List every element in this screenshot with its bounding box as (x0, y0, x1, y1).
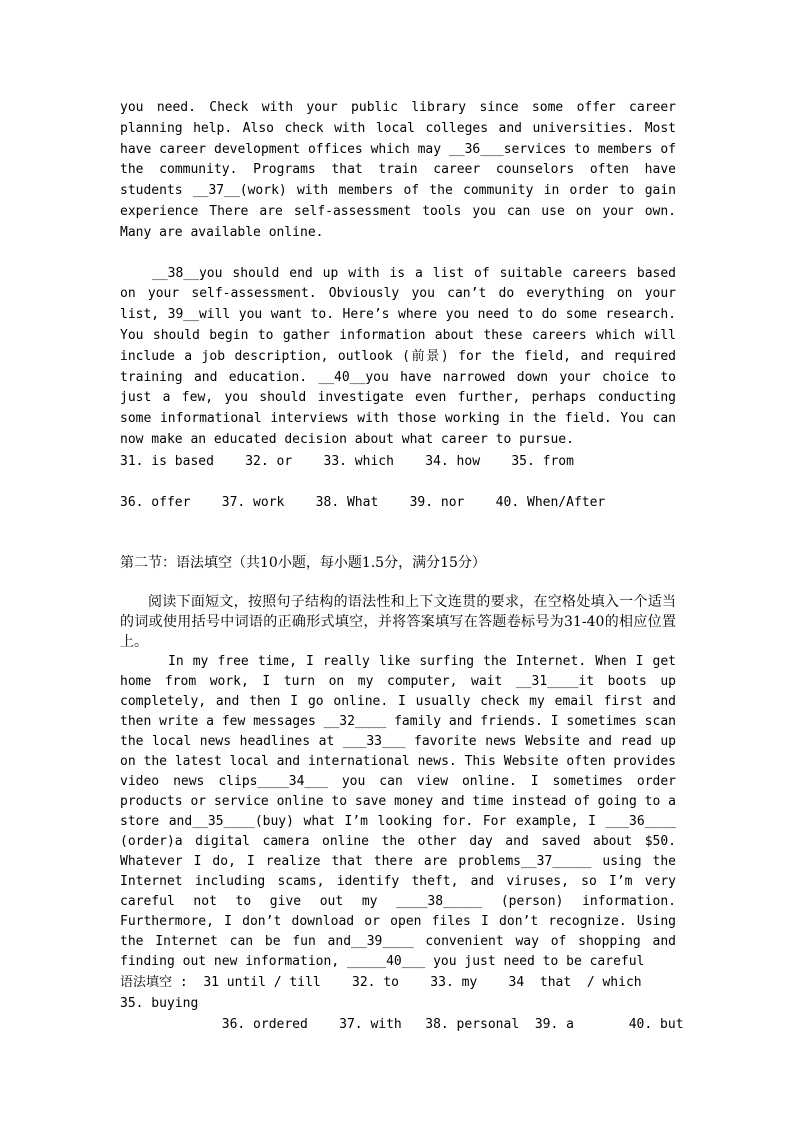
section-title: 第二节：语法填空（共10小题，每小题1.5分，满分15分） (120, 554, 486, 571)
instructions: 阅读下面短文，按照句子结构的语法性和上下文连贯的要求，在空格处填入一个适当的词或使用括号中词语的正确形式填空，并将答案填写在答题卷标号为31-40的相应位置上。 (120, 593, 676, 650)
passage-paragraph-1: you need. Check with your public library since some offer career planning help. Also check with local colleges and universities. Most have career development offices which may __36___services to members of the community. Programs that train career counselors often have students __37__(work) with members of the community in order to gain experience There are self-assessment tools you can use on your own. Many are available online. (120, 100, 676, 240)
passage-paragraph-2: __38__you should end up with is a list of suitable careers based on your self-assessment. Obviously you can’t do everything on your list, 39__will you want to. Here’s where you need to do some research. You should begin to gather information about these careers which will include a job description, outlook (前景) for the field, and required training and education. __40__you have narrowed down your choice to just a few, you should investigate even further, perhaps conducting some informational interviews with those working in the field. You can now make an educated decision about what career to pursue. (120, 265, 676, 447)
answer-key-2-line-3: 36. ordered 37. with 38. personal 39. a 40. but (120, 1016, 684, 1032)
answer-key-2-label: 语法填空 (120, 974, 173, 990)
answer-key-line-2: 36. offer 37. work 38. What 39. nor 40. When/After (120, 494, 606, 510)
answer-key-2-line-2: 35. buying (120, 995, 199, 1011)
answer-key-2-values: : 31 until / till 32. to 33. my 34 that / which (172, 974, 642, 990)
passage-paragraph-3: In my free time, I really like surfing the Internet. When I get home from work, I turn on my computer, wait __31____it boots up completely, and then I go online. I usually check my email first and then write a few messages __32____ family and friends. I sometimes scan the local news headlines at ___33___ favorite news Website and read up on the latest local and international news. This Website often provides video news clips____34___ you can view online. I sometimes order products or service online to save money and time instead of going to a store and__35____(buy) what I’m looking for. For example, I ___36____ (order)a digital camera online the other day and saved about $50. Whatever I do, I realize that there are problems__37_____ using the Internet including scams, identify theft, and viruses, so I’m very careful not to give out my ____38_____ (person) information. Furthermore, I don’t download or open files I don’t recognize. Using the Internet can be fun and__39____ convenient way of shopping and finding out new information, _____40___ you just need to be careful (120, 653, 676, 969)
answer-key-line-1: 31. is based 32. or 33. which 34. how 35. from (120, 453, 574, 469)
document-page (120, 98, 684, 1035)
answer-key-2-line-1 (120, 972, 676, 993)
